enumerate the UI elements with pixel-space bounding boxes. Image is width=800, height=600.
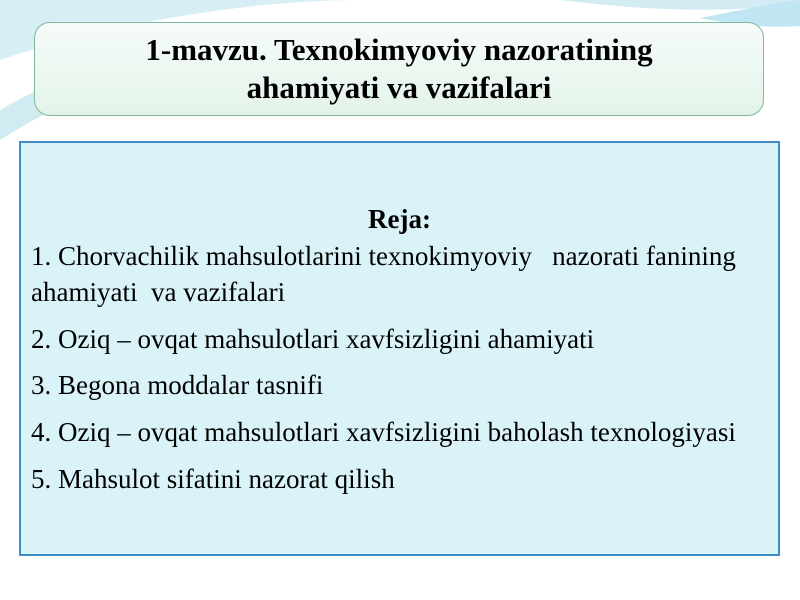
plan-item-3: 3. Begona moddalar tasnifi bbox=[31, 370, 324, 401]
slide-title-line-1: 1-mavzu. Texnokimyoviy nazoratining bbox=[145, 32, 653, 68]
slide-title-line-2: ahamiyati va vazifalari bbox=[246, 70, 552, 105]
plan-item-1: 1. Chorvachilik mahsulotlarini texnokimyoviy nazorati fanining ahamiyati va vazifalari bbox=[31, 241, 750, 308]
plan-item-4: 4. Oziq – ovqat mahsulotlari xavfsizligini baholash texnologiyasi bbox=[31, 416, 736, 447]
title-banner bbox=[34, 22, 764, 116]
slide-title bbox=[145, 31, 652, 107]
plan-list bbox=[31, 239, 768, 497]
plan-content-box bbox=[19, 141, 780, 556]
plan-heading: Reja: bbox=[368, 204, 431, 234]
plan-item-2: 2. Oziq – ovqat mahsulotlari xavfsizligini ahamiyati bbox=[31, 323, 595, 354]
plan-item-5: 5. Mahsulot sifatini nazorat qilish bbox=[31, 463, 395, 494]
